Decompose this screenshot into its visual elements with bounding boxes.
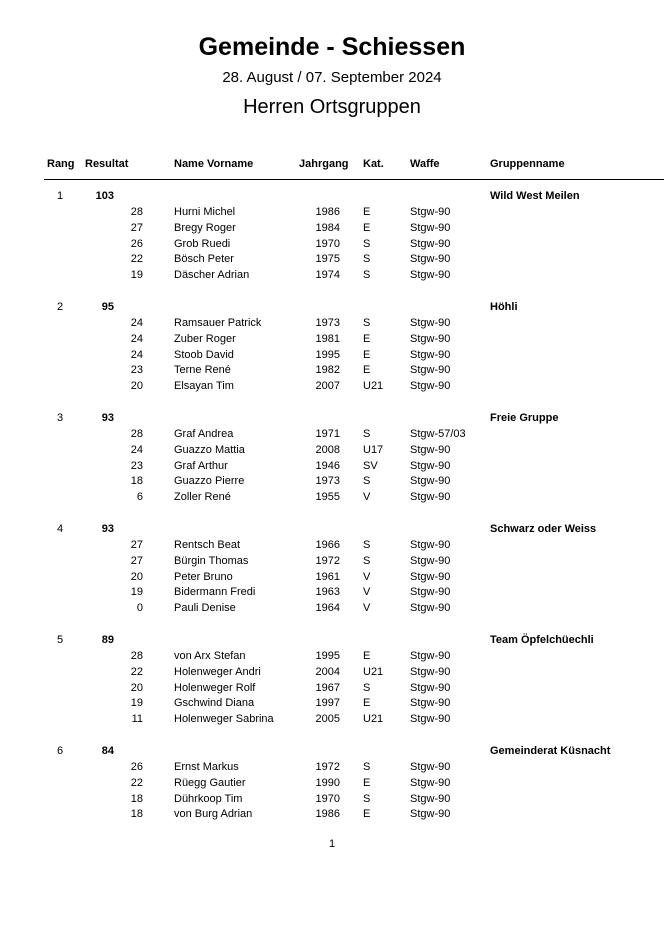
member-kat: S: [363, 475, 371, 488]
member-row: [0, 473, 664, 489]
member-row: [0, 489, 664, 505]
member-name: Bösch Peter: [174, 253, 234, 266]
member-result: 19: [130, 697, 143, 710]
member-name: Dührkoop Tim: [174, 792, 243, 805]
col-header-jahrgang: Jahrgang: [299, 158, 349, 170]
member-kat: V: [363, 491, 371, 504]
member-result: 6: [136, 491, 143, 504]
group-rank: 6: [56, 745, 64, 757]
member-result: 18: [130, 475, 143, 488]
member-year: 1974: [315, 269, 340, 282]
member-waffe: Stgw-90: [410, 776, 451, 789]
member-name: Grob Ruedi: [174, 237, 231, 250]
member-row: [0, 569, 664, 585]
member-row: [0, 378, 664, 394]
member-waffe: Stgw-90: [410, 586, 451, 599]
group-rank: 3: [56, 412, 64, 424]
result-group: [0, 521, 664, 631]
member-waffe: Stgw-90: [410, 332, 451, 345]
member-waffe: Stgw-90: [410, 665, 451, 678]
member-name: Däscher Adrian: [174, 269, 250, 282]
page-title: Gemeinde - Schiessen: [198, 33, 466, 61]
member-year: 1986: [315, 206, 340, 218]
member-waffe: Stgw-90: [410, 443, 451, 456]
member-kat: S: [363, 253, 371, 266]
member-kat: E: [363, 364, 371, 377]
member-row: [0, 315, 664, 331]
group-total: 89: [101, 634, 114, 646]
member-row: [0, 362, 664, 378]
member-kat: E: [363, 697, 371, 710]
member-name: Zuber Roger: [174, 332, 236, 345]
member-year: 1972: [315, 761, 340, 773]
member-result: 28: [130, 206, 143, 218]
member-waffe: Stgw-90: [410, 475, 451, 488]
member-name: Elsayan Tim: [174, 380, 234, 393]
member-waffe: Stgw-90: [410, 269, 451, 282]
member-result: 28: [130, 428, 143, 440]
member-year: 1995: [315, 650, 340, 662]
member-waffe: Stgw-90: [410, 380, 451, 393]
member-row: [0, 331, 664, 347]
member-kat: U21: [363, 713, 384, 726]
member-result: 20: [130, 681, 143, 694]
member-row: [0, 695, 664, 711]
group-total: 93: [101, 412, 114, 424]
member-kat: SV: [363, 459, 378, 472]
member-waffe: Stgw-90: [410, 650, 451, 662]
col-header-rang: Rang: [47, 158, 75, 170]
member-waffe: Stgw-90: [410, 713, 451, 726]
group-row: [0, 521, 664, 537]
member-name: Guazzo Pierre: [174, 475, 245, 488]
member-year: 1990: [315, 776, 340, 789]
result-group: [0, 632, 664, 742]
member-result: 26: [130, 237, 143, 250]
member-kat: S: [363, 681, 371, 694]
member-year: 1997: [315, 697, 340, 710]
member-row: [0, 236, 664, 252]
group-rank: 2: [56, 301, 64, 313]
member-year: 1982: [315, 364, 340, 377]
member-waffe: Stgw-90: [410, 808, 451, 821]
member-result: 24: [130, 317, 143, 329]
member-result: 11: [131, 713, 143, 726]
member-year: 1946: [315, 459, 340, 472]
member-row: [0, 267, 664, 283]
member-row: [0, 553, 664, 569]
member-name: Gschwind Diana: [174, 697, 255, 710]
member-name: Rentsch Beat: [174, 539, 241, 551]
member-result: 22: [130, 253, 143, 266]
group-name: Freie Gruppe: [490, 412, 559, 424]
member-year: 1981: [315, 332, 340, 345]
group-row: [0, 299, 664, 315]
member-name: Ernst Markus: [174, 761, 239, 773]
member-kat: S: [363, 317, 371, 329]
member-year: 1966: [315, 539, 340, 551]
member-waffe: Stgw-90: [410, 253, 451, 266]
group-total: 95: [101, 301, 114, 313]
member-name: Rüegg Gautier: [174, 776, 246, 789]
member-year: 1986: [315, 808, 340, 821]
member-name: Graf Arthur: [174, 459, 228, 472]
member-year: 1967: [315, 681, 340, 694]
member-result: 27: [130, 539, 143, 551]
col-header-waffe: Waffe: [410, 158, 440, 170]
member-row: [0, 204, 664, 220]
member-row: [0, 775, 664, 791]
member-result: 22: [130, 776, 143, 789]
member-waffe: Stgw-90: [410, 570, 451, 583]
member-year: 2007: [315, 380, 340, 393]
member-name: Zoller René: [174, 491, 231, 504]
member-kat: S: [363, 269, 371, 282]
group-name: Höhli: [490, 301, 518, 313]
member-waffe: Stgw-90: [410, 206, 451, 218]
member-kat: E: [363, 776, 371, 789]
member-name: Bürgin Thomas: [174, 554, 249, 567]
member-result: 23: [130, 364, 143, 377]
member-result: 20: [130, 570, 143, 583]
member-row: [0, 458, 664, 474]
member-name: Bidermann Fredi: [174, 586, 256, 599]
member-waffe: Stgw-90: [410, 459, 451, 472]
member-row: [0, 251, 664, 267]
member-year: 1984: [315, 221, 340, 234]
member-waffe: Stgw-90: [410, 491, 451, 504]
member-waffe: Stgw-90: [410, 761, 451, 773]
member-row: [0, 347, 664, 363]
member-name: Peter Bruno: [174, 570, 233, 583]
member-row: [0, 680, 664, 696]
group-rank: 4: [56, 523, 64, 535]
member-waffe: Stgw-90: [410, 317, 451, 329]
member-result: 23: [130, 459, 143, 472]
member-row: [0, 648, 664, 664]
member-year: 2008: [315, 443, 340, 456]
member-kat: E: [363, 332, 371, 345]
col-header-kat: Kat.: [363, 158, 384, 170]
member-waffe: Stgw-90: [410, 554, 451, 567]
member-kat: E: [363, 221, 371, 234]
result-group: [0, 410, 664, 520]
group-total: 84: [101, 745, 114, 757]
member-name: Terne René: [174, 364, 231, 377]
member-waffe: Stgw-57/03: [410, 428, 466, 440]
member-kat: E: [363, 348, 371, 361]
group-name: Gemeinderat Küsnacht: [490, 745, 611, 757]
member-kat: V: [363, 586, 371, 599]
member-year: 2004: [315, 665, 340, 678]
member-year: 1963: [315, 586, 340, 599]
member-kat: U21: [363, 380, 384, 393]
member-waffe: Stgw-90: [410, 602, 451, 615]
member-kat: S: [363, 761, 371, 773]
member-row: [0, 426, 664, 442]
member-kat: S: [363, 237, 371, 250]
member-year: 1971: [315, 428, 340, 440]
member-row: [0, 791, 664, 807]
member-result: 26: [130, 761, 143, 773]
member-result: 27: [130, 221, 143, 234]
member-result: 28: [130, 650, 143, 662]
member-row: [0, 664, 664, 680]
member-kat: U17: [363, 443, 384, 456]
member-year: 1995: [315, 348, 340, 361]
member-name: Stoob David: [174, 348, 234, 361]
member-kat: U21: [363, 665, 384, 678]
member-year: 1973: [315, 475, 340, 488]
member-result: 22: [130, 665, 143, 678]
member-year: 1975: [315, 253, 340, 266]
member-year: 1955: [315, 491, 340, 504]
col-header-gruppenname: Gruppenname: [490, 158, 565, 170]
member-waffe: Stgw-90: [410, 237, 451, 250]
member-kat: S: [363, 554, 371, 567]
member-year: 1964: [315, 602, 340, 615]
group-row: [0, 632, 664, 648]
member-year: 1961: [315, 570, 340, 583]
page-number: 1: [328, 838, 336, 850]
member-kat: E: [363, 206, 371, 218]
group-name: Schwarz oder Weiss: [490, 523, 597, 535]
group-row: [0, 410, 664, 426]
member-result: 19: [130, 269, 143, 282]
member-name: Pauli Denise: [174, 602, 236, 615]
col-header-name: Name Vorname: [174, 158, 254, 170]
member-name: Holenweger Rolf: [174, 681, 256, 694]
category-title: Herren Ortsgruppen: [243, 96, 421, 118]
member-result: 24: [130, 443, 143, 456]
member-kat: V: [363, 602, 371, 615]
member-row: [0, 600, 664, 616]
member-year: 1970: [315, 792, 340, 805]
member-waffe: Stgw-90: [410, 364, 451, 377]
member-row: [0, 220, 664, 236]
member-waffe: Stgw-90: [410, 792, 451, 805]
member-waffe: Stgw-90: [410, 697, 451, 710]
member-kat: S: [363, 792, 371, 805]
member-waffe: Stgw-90: [410, 221, 451, 234]
member-waffe: Stgw-90: [410, 348, 451, 361]
group-rank: 5: [56, 634, 64, 646]
member-result: 24: [130, 348, 143, 361]
member-kat: S: [363, 428, 371, 440]
member-kat: V: [363, 570, 371, 583]
member-name: von Arx Stefan: [174, 650, 246, 662]
member-result: 19: [130, 586, 143, 599]
member-kat: E: [363, 808, 371, 821]
member-result: 27: [130, 554, 143, 567]
member-waffe: Stgw-90: [410, 539, 451, 551]
group-name: Wild West Meilen: [490, 190, 580, 202]
member-result: 20: [130, 380, 143, 393]
member-row: [0, 806, 664, 822]
member-row: [0, 711, 664, 727]
group-row: [0, 743, 664, 759]
member-name: Bregy Roger: [174, 221, 236, 234]
member-row: [0, 442, 664, 458]
group-row: [0, 188, 664, 204]
member-kat: S: [363, 539, 371, 551]
member-name: von Burg Adrian: [174, 808, 253, 821]
member-name: Graf Andrea: [174, 428, 234, 440]
member-result: 24: [130, 332, 143, 345]
member-result: 18: [130, 792, 143, 805]
member-year: 1972: [315, 554, 340, 567]
member-waffe: Stgw-90: [410, 681, 451, 694]
member-name: Guazzo Mattia: [174, 443, 245, 456]
member-name: Ramsauer Patrick: [174, 317, 262, 329]
member-year: 1973: [315, 317, 340, 329]
member-kat: E: [363, 650, 371, 662]
member-row: [0, 584, 664, 600]
header-divider: [44, 179, 664, 180]
group-total: 93: [101, 523, 114, 535]
member-year: 1970: [315, 237, 340, 250]
member-row: [0, 759, 664, 775]
member-name: Holenweger Sabrina: [174, 713, 274, 726]
event-dates: 28. August / 07. September 2024: [222, 69, 442, 86]
member-name: Holenweger Andri: [174, 665, 261, 678]
member-result: 0: [136, 602, 143, 615]
group-name: Team Öpfelchüechli: [490, 634, 594, 646]
result-group: [0, 188, 664, 298]
result-group: [0, 299, 664, 409]
member-result: 18: [130, 808, 143, 821]
member-row: [0, 537, 664, 553]
group-rank: 1: [56, 190, 64, 202]
member-name: Hurni Michel: [174, 206, 236, 218]
group-total: 103: [95, 190, 114, 202]
col-header-resultat: Resultat: [85, 158, 129, 170]
member-year: 2005: [315, 713, 340, 726]
